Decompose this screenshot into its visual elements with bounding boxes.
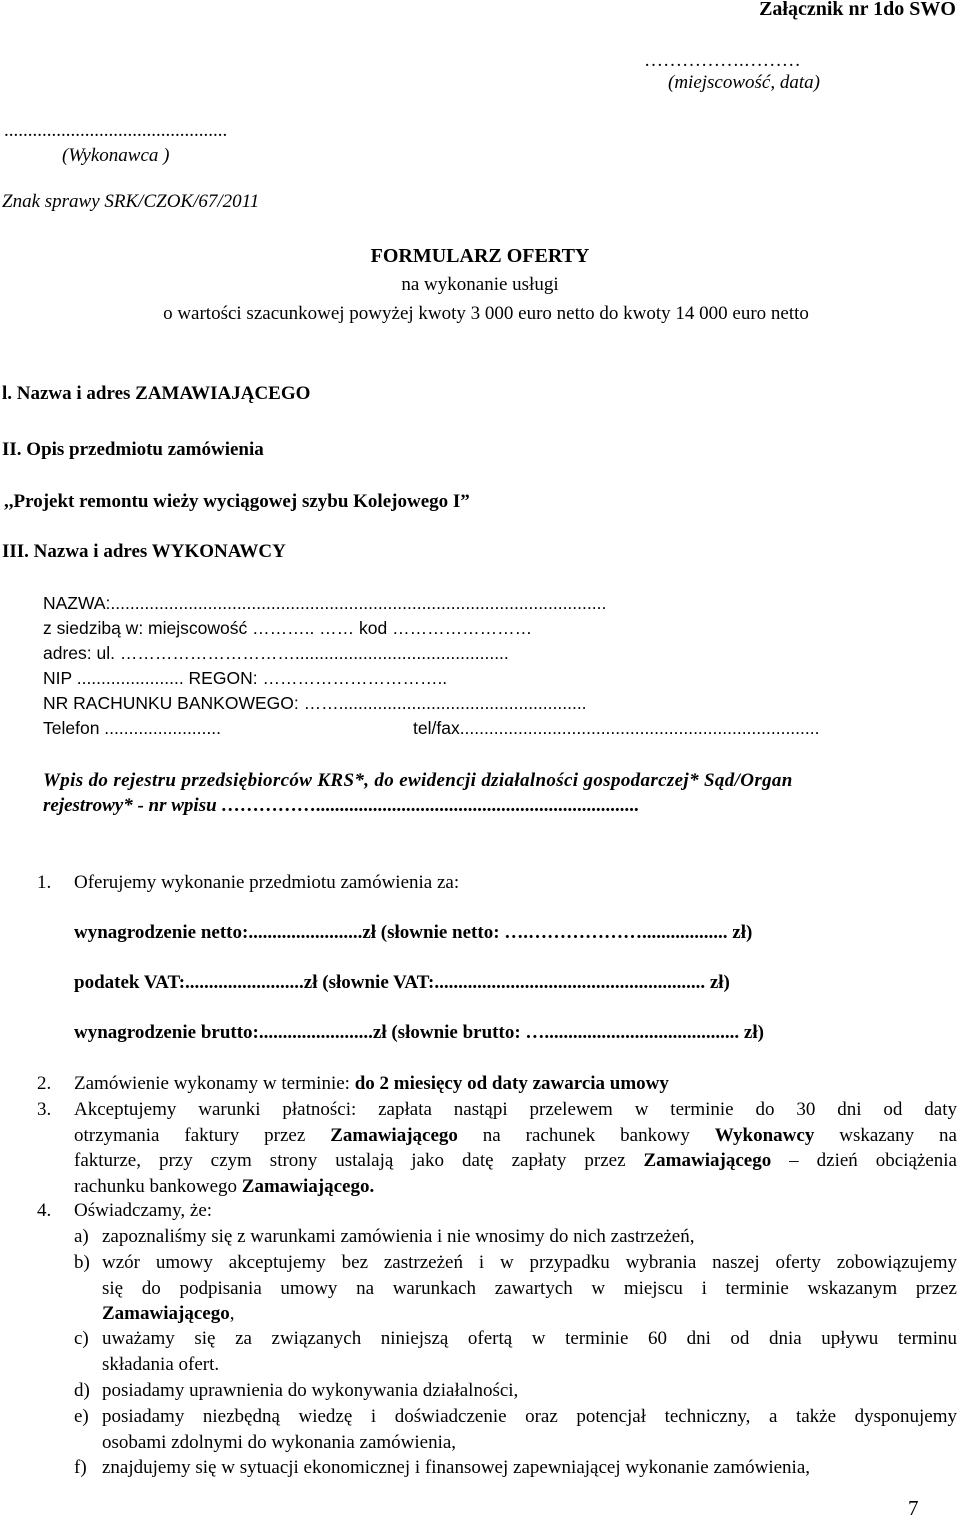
point-4-text: Oświadczamy, że: bbox=[74, 1200, 213, 1221]
point-3-line-3-b: Zamawiającego bbox=[643, 1150, 772, 1171]
point-3-line-2-b: Zamawiającego bbox=[330, 1124, 458, 1146]
field-address: adres: ul. …………………………............................................ bbox=[43, 643, 509, 663]
declaration-f-text: znajdujemy się w sytuacji ekonomicznej i finansowej zapewniającej wykonanie zamówienia, bbox=[102, 1457, 811, 1478]
point-3-line-3-c: – dzień obciążenia bbox=[771, 1150, 957, 1171]
page-number: 7 bbox=[908, 1496, 919, 1520]
declaration-a-letter: a) bbox=[74, 1226, 89, 1247]
declaration-c-line-2: składania ofert. bbox=[102, 1353, 220, 1375]
field-phone: Telefon ........................ bbox=[43, 718, 221, 738]
declaration-f-letter: f) bbox=[74, 1457, 87, 1478]
contractor-label: (Wykonawca ) bbox=[62, 145, 170, 166]
point-3-line-4 bbox=[74, 1174, 957, 1200]
point-3-line-2-e: wskazany na bbox=[814, 1124, 957, 1146]
section-3-heading bbox=[2, 541, 286, 563]
form-subtitle: na wykonanie usługi bbox=[401, 274, 559, 295]
point-3-line-4-a: rachunku bankowego bbox=[74, 1175, 242, 1197]
declaration-b-bold: Zamawiającego bbox=[102, 1303, 230, 1324]
register-line-2: rejestrowy* - nr wpisu …………….................................................................... bbox=[43, 795, 640, 816]
declaration-d-letter: d) bbox=[74, 1380, 90, 1401]
section-2-heading bbox=[2, 439, 264, 461]
point-2-deadline: do 2 miesięcy od daty zawarcia umowy bbox=[354, 1073, 669, 1094]
declaration-d-text: posiadamy uprawnienia do wykonywania działalności, bbox=[102, 1380, 519, 1401]
declaration-b-line-1: wzór umowy akceptujemy bez zastrzeżeń i w przypadku wybrania naszej oferty zobowiązujemy bbox=[102, 1252, 957, 1273]
field-fax: tel/fax.......................................................................... bbox=[413, 718, 820, 738]
point-3-line-3 bbox=[74, 1148, 957, 1174]
point-3-line-3-a: fakturze, przy czym strony ustalają jako datę zapłaty przez bbox=[74, 1150, 644, 1171]
gross-amount-line: wynagrodzenie brutto:........................zł (słownie brutto: …......................................... zł) bbox=[74, 1022, 764, 1043]
declaration-b-tail: , bbox=[229, 1303, 235, 1324]
point-3-line-2 bbox=[74, 1123, 957, 1149]
register-line-1: Wpis do rejestru przedsiębiorców KRS*, do ewidencji działalności gospodarczej* Sąd/Organ bbox=[43, 770, 793, 791]
declaration-a-text: zapoznaliśmy się z warunkami zamówienia i nie wnosimy do nich zastrzeżeń, bbox=[102, 1226, 695, 1247]
point-2-text: Zamówienie wykonamy w terminie: bbox=[74, 1073, 355, 1094]
case-number: Znak sprawy SRK/CZOK/67/2011 bbox=[2, 191, 260, 212]
point-3-line-4-b: Zamawiającego. bbox=[241, 1175, 375, 1197]
net-amount-line: wynagrodzenie netto:........................zł (słownie netto: ….……………….................. zł) bbox=[74, 922, 753, 943]
field-name: NAZWA:...................................................................................................... bbox=[43, 593, 607, 613]
point-1-number: 1. bbox=[37, 872, 52, 893]
field-bank-account: NR RACHUNKU BANKOWEGO: ……................................................... bbox=[43, 693, 587, 713]
section-1-heading bbox=[2, 383, 310, 405]
vat-amount-line: podatek VAT:.........................zł (słownie VAT:......................................................... zł) bbox=[74, 972, 730, 993]
place-date-label: (miejscowość, data) bbox=[668, 72, 820, 93]
point-3-number: 3. bbox=[37, 1099, 52, 1120]
form-subtitle-value: o wartości szacunkowej powyżej kwoty 3 000 euro netto do kwoty 14 000 euro netto bbox=[163, 303, 809, 324]
declaration-e-paragraph bbox=[102, 1404, 957, 1455]
contractor-dots: ............................................... bbox=[4, 120, 228, 141]
declaration-c-line-1: uważamy się za związanych niniejszą ofertą w terminie 60 dni od dnia upływu terminu bbox=[102, 1328, 957, 1349]
declaration-b-line-2: się do podpisania umowy na warunkach zawartych w miejscu i terminie wskazanym przez bbox=[102, 1277, 957, 1299]
declaration-c-letter: c) bbox=[74, 1328, 89, 1349]
point-1-text: Oferujemy wykonanie przedmiotu zamówienia za: bbox=[74, 872, 460, 893]
field-seat: z siedzibą w: miejscowość ……….. …… kod …………………… bbox=[43, 618, 533, 638]
point-3-line-2-a: otrzymania faktury przez bbox=[74, 1124, 331, 1146]
declaration-b-paragraph bbox=[102, 1250, 957, 1327]
field-nip-regon: NIP ...................... REGON: ………………………….. bbox=[43, 668, 448, 688]
declaration-e-line-1: posiadamy niezbędną wiedzę i doświadczenie oraz potencjał techniczny, a także dysponujemy bbox=[102, 1406, 957, 1427]
point-3-line-1: Akceptujemy warunki płatności: zapłata nastąpi przelewem w terminie do 30 dni od daty bbox=[74, 1099, 957, 1120]
project-name: ,,Projekt remontu wieży wyciągowej szybu Kolejowego I” bbox=[4, 491, 470, 512]
declaration-b-line-3 bbox=[102, 1301, 957, 1327]
point-2-number: 2. bbox=[37, 1073, 52, 1094]
section-1-text: l. Nazwa i adres ZAMAWIAJĄCEGO bbox=[2, 383, 311, 404]
declaration-e-letter: e) bbox=[74, 1406, 89, 1427]
section-3-text: III. Nazwa i adres WYKONAWCY bbox=[2, 541, 286, 562]
point-3-line-2-c: na rachunek bankowy bbox=[457, 1124, 715, 1146]
declaration-c-paragraph bbox=[102, 1326, 957, 1377]
point-3-line-2-d: Wykonawcy bbox=[714, 1124, 815, 1146]
attachment-label: Załącznik nr 1do SWO bbox=[759, 0, 956, 20]
section-2-text: II. Opis przedmiotu zamówienia bbox=[2, 439, 264, 460]
point-2 bbox=[74, 1073, 669, 1095]
point-3-paragraph bbox=[74, 1097, 957, 1199]
declaration-b-letter: b) bbox=[74, 1252, 90, 1273]
place-date-dots: …………….……… bbox=[644, 50, 801, 71]
point-4-number: 4. bbox=[37, 1200, 52, 1221]
form-title: FORMULARZ OFERTY bbox=[370, 245, 590, 267]
declaration-e-line-2: osobami zdolnymi do wykonania zamówienia, bbox=[102, 1431, 457, 1453]
